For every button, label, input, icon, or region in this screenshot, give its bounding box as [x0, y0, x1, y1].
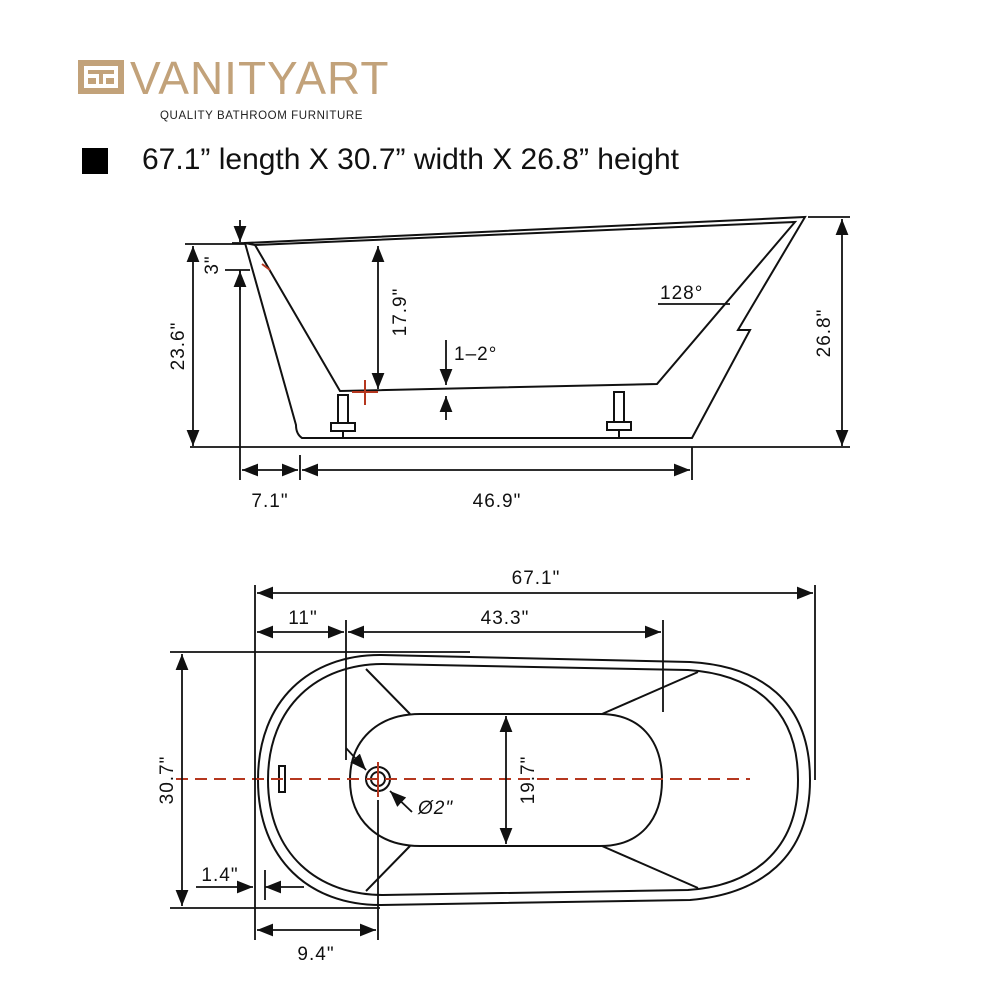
dim-floor-slope: 1–2° — [454, 344, 498, 365]
dim-overall-length: 67.1" — [511, 568, 561, 589]
dim-bowl-width: 19.7" — [518, 755, 539, 805]
dim-bowl-length: 43.3" — [480, 608, 530, 629]
brand-name: VANITYART — [130, 52, 390, 104]
dim-drain-offset: 9.4" — [297, 944, 335, 965]
dim-to-bowl: 11" — [288, 608, 318, 629]
dim-base-length: 46.9" — [472, 491, 522, 512]
side-view — [245, 217, 805, 438]
dim-interior-depth: 17.9" — [390, 287, 411, 337]
brand-tagline: QUALITY BATHROOM FURNITURE — [160, 110, 364, 122]
dim-rim-height: 3" — [202, 255, 223, 275]
tub-inner-shell — [255, 222, 795, 391]
tub-outer-shell — [245, 217, 805, 438]
tub-foot-right — [607, 392, 631, 438]
top-view-dimensions — [170, 585, 815, 940]
side-view-dimensions — [185, 217, 850, 480]
dim-overhang: 7.1" — [251, 491, 289, 512]
dim-overall-height: 26.8" — [814, 308, 835, 358]
dim-overflow-offset: 1.4" — [201, 865, 239, 886]
dimensions-summary: 67.1” length X 30.7” width X 26.8” height — [142, 143, 680, 176]
dim-drain-diameter: Ø2" — [418, 798, 454, 819]
dim-back-angle: 128° — [660, 283, 704, 304]
top-view-labels — [157, 568, 560, 965]
dim-front-height: 23.6" — [168, 321, 189, 371]
dim-overall-width: 30.7" — [157, 755, 178, 805]
tub-foot-left — [331, 395, 355, 438]
